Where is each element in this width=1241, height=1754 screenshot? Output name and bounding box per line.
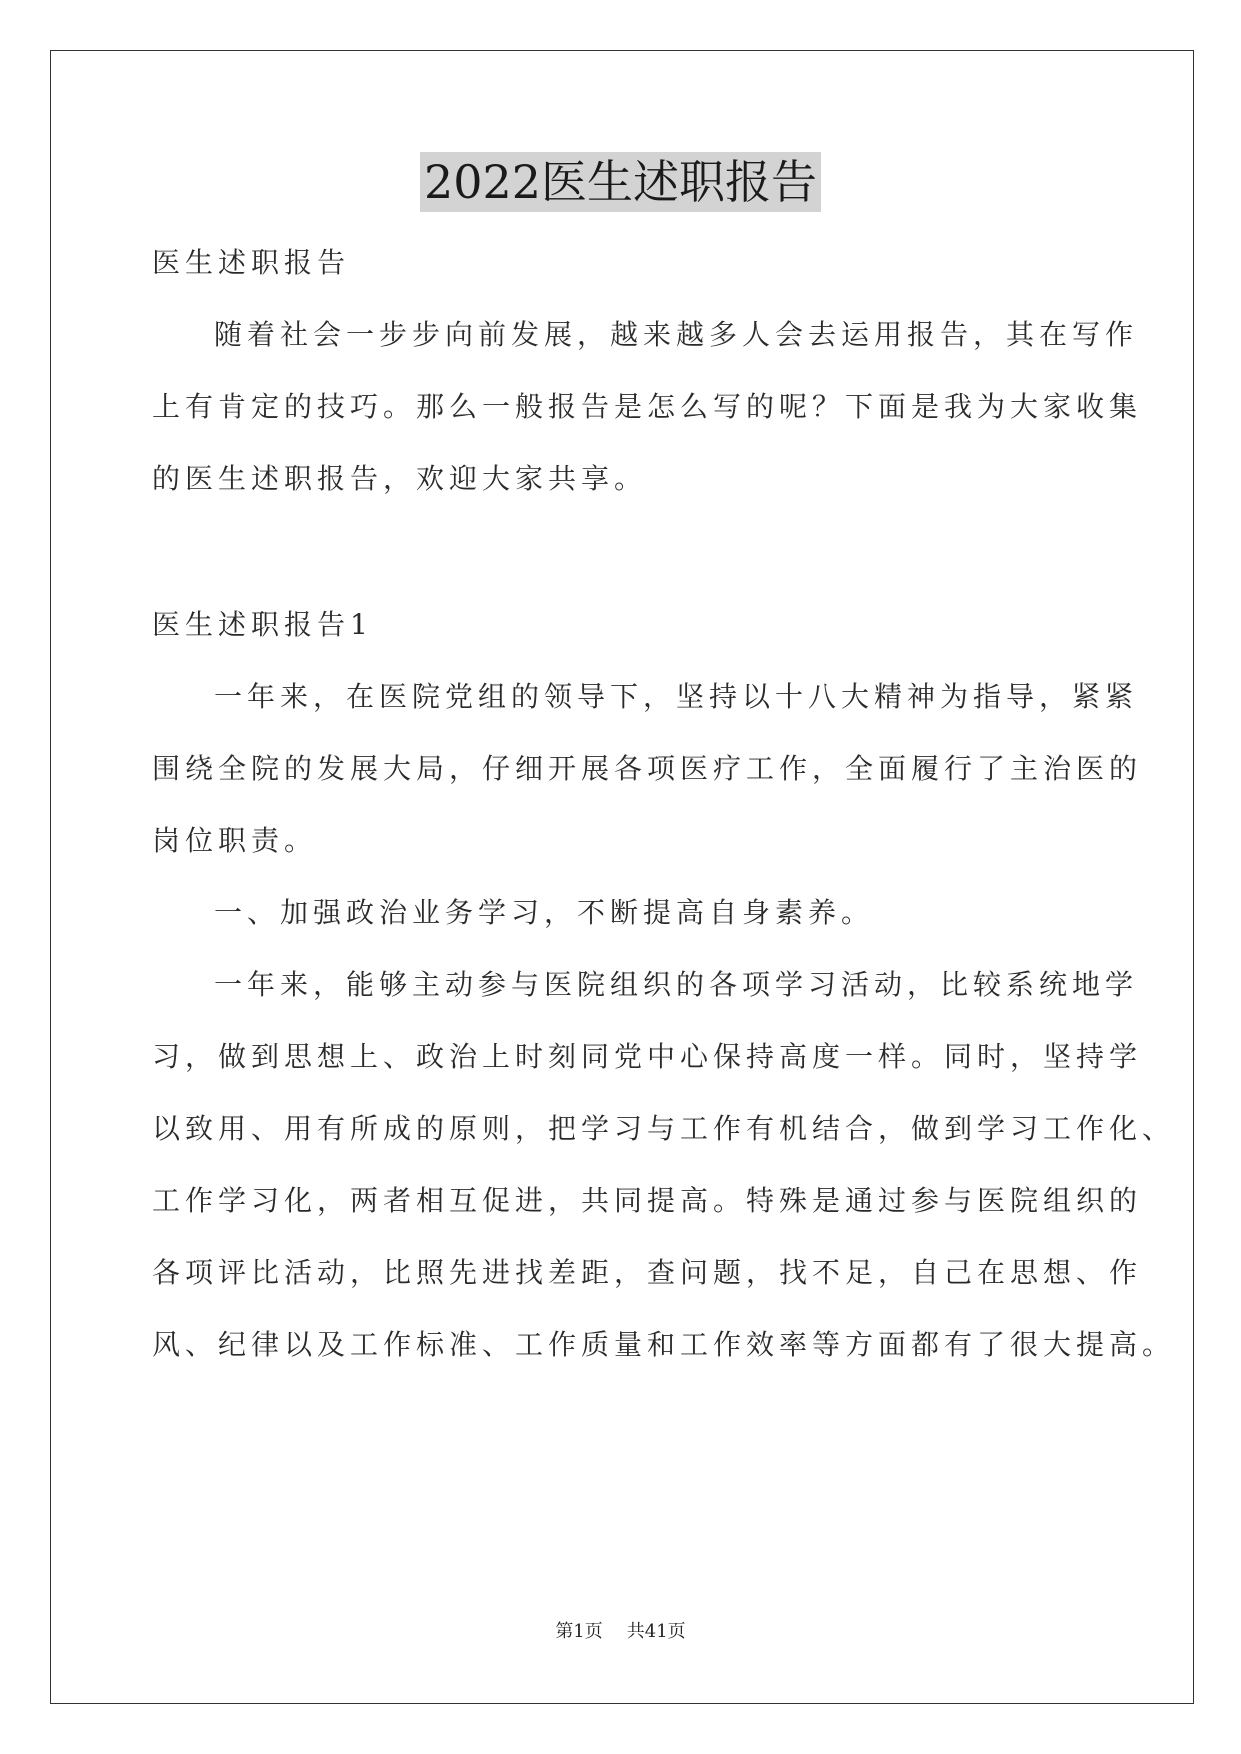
body-line: 围绕全院的发展大局，仔细开展各项医疗工作，全面履行了主治医的	[152, 752, 1143, 785]
body-line: 习，做到思想上、政治上时刻同党中心保持高度一样。同时，坚持学	[152, 1040, 1143, 1073]
section-heading: 医生述职报告1	[152, 608, 373, 641]
body-line: 各项评比活动，比照先进找差距，查问题，找不足，自己在思想、作	[152, 1256, 1143, 1289]
body-line: 岗位职责。	[152, 824, 318, 857]
body-line: 以致用、用有所成的原则，把学习与工作有机结合，做到学习工作化、	[152, 1112, 1176, 1145]
body-line: 的医生述职报告，欢迎大家共享。	[152, 462, 648, 495]
body-line: 一年来，能够主动参与医院组织的各项学习活动，比较系统地学	[214, 968, 1139, 1001]
body-line: 上有肯定的技巧。那么一般报告是怎么写的呢？下面是我为大家收集	[152, 390, 1143, 423]
document-title: 2022医生述职报告	[420, 152, 821, 212]
section-heading: 医生述职报告	[152, 246, 351, 279]
page-footer	[0, 1620, 1241, 1644]
page-border	[50, 50, 1194, 1704]
body-line: 随着社会一步步向前发展，越来越多人会去运用报告，其在写作	[214, 318, 1139, 351]
body-line: 一年来，在医院党组的领导下，坚持以十八大精神为指导，紧紧	[214, 680, 1139, 713]
body-line: 风、纪律以及工作标准、工作质量和工作效率等方面都有了很大提高。	[152, 1328, 1176, 1361]
page-total: 共41页	[626, 1621, 686, 1642]
body-line: 工作学习化，两者相互促进，共同提高。特殊是通过参与医院组织的	[152, 1184, 1143, 1217]
page-number: 第1页	[555, 1621, 603, 1642]
subsection-heading: 一、加强政治业务学习，不断提高自身素养。	[214, 896, 875, 929]
title-container	[0, 152, 1241, 212]
